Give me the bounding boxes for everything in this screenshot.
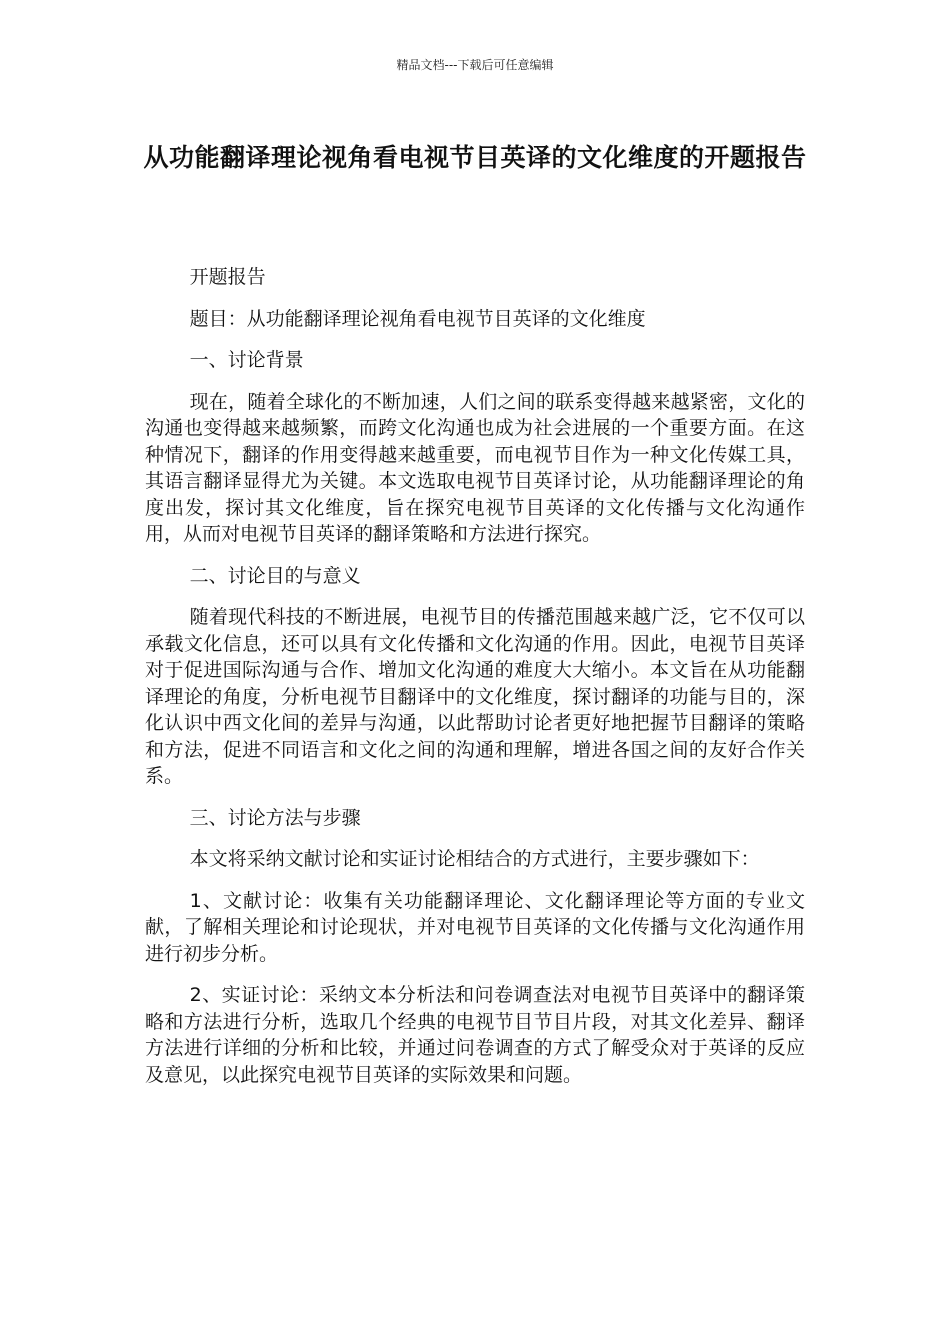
document-title: 从功能翻译理论视角看电视节目英译的文化维度的开题报告: [143, 143, 807, 172]
header-note: 精品文档---下载后可任意编辑: [396, 58, 554, 72]
document-body: [145, 264, 805, 1103]
topic-line: 题目：从功能翻译理论视角看电视节目英译的文化维度: [189, 307, 646, 330]
paragraph-purpose: 随着现代科技的不断进展，电视节目的传播范围越来越广泛，它不仅可以承载文化信息，还可以具有文化传播和文化沟通的作用。因此，电视节目英译对于促进国际沟通与合作、增加文化沟通的难度大大缩小。本文旨在从功能翻译理论的角度，分析电视节目翻译中的文化维度，探讨翻译的功能与目的，深化认识中西文化间的差异与沟通，以此帮助讨论者更好地把握节目翻译的策略和方法，促进不同语言和文化之间的沟通和理解，增进各国之间的友好合作关系。: [145, 606, 805, 787]
label-report: 开题报告: [189, 266, 266, 288]
section-heading-background: 一、讨论背景: [189, 349, 304, 371]
paragraph-literature-study: 1、文献讨论：收集有关功能翻译理论、文化翻译理论等方面的专业文献，了解相关理论和讨论现状，并对电视节目英译的文化传播与文化沟通作用进行初步分析。: [145, 889, 805, 965]
paragraph-empirical-study: 2、实证讨论：采纳文本分析法和问卷调查法对电视节目英译中的翻译策略和方法进行分析，选取几个经典的电视节目节目片段，对其文化差异、翻译方法进行详细的分析和比较，并通过问卷调查的方式了解受众对于英译的反应及意见，以此探究电视节目英译的实际效果和问题。: [145, 984, 805, 1086]
paragraph-background: 现在，随着全球化的不断加速，人们之间的联系变得越来越紧密，文化的沟通也变得越来越频繁，而跨文化沟通也成为社会进展的一个重要方面。在这种情况下，翻译的作用变得越来越重要，而电视节目作为一种文化传媒工具，其语言翻译显得尤为关键。本文选取电视节目英译讨论，从功能翻译理论的角度出发，探讨其文化维度，旨在探究电视节目英译的文化传播与文化沟通作用，从而对电视节目英译的翻译策略和方法进行探究。: [145, 390, 805, 545]
paragraph-methods-intro: 本文将采纳文献讨论和实证讨论相结合的方式进行，主要步骤如下：: [189, 848, 760, 870]
section-heading-purpose: 二、讨论目的与意义: [189, 564, 361, 587]
section-heading-methods: 三、讨论方法与步骤: [189, 806, 361, 829]
